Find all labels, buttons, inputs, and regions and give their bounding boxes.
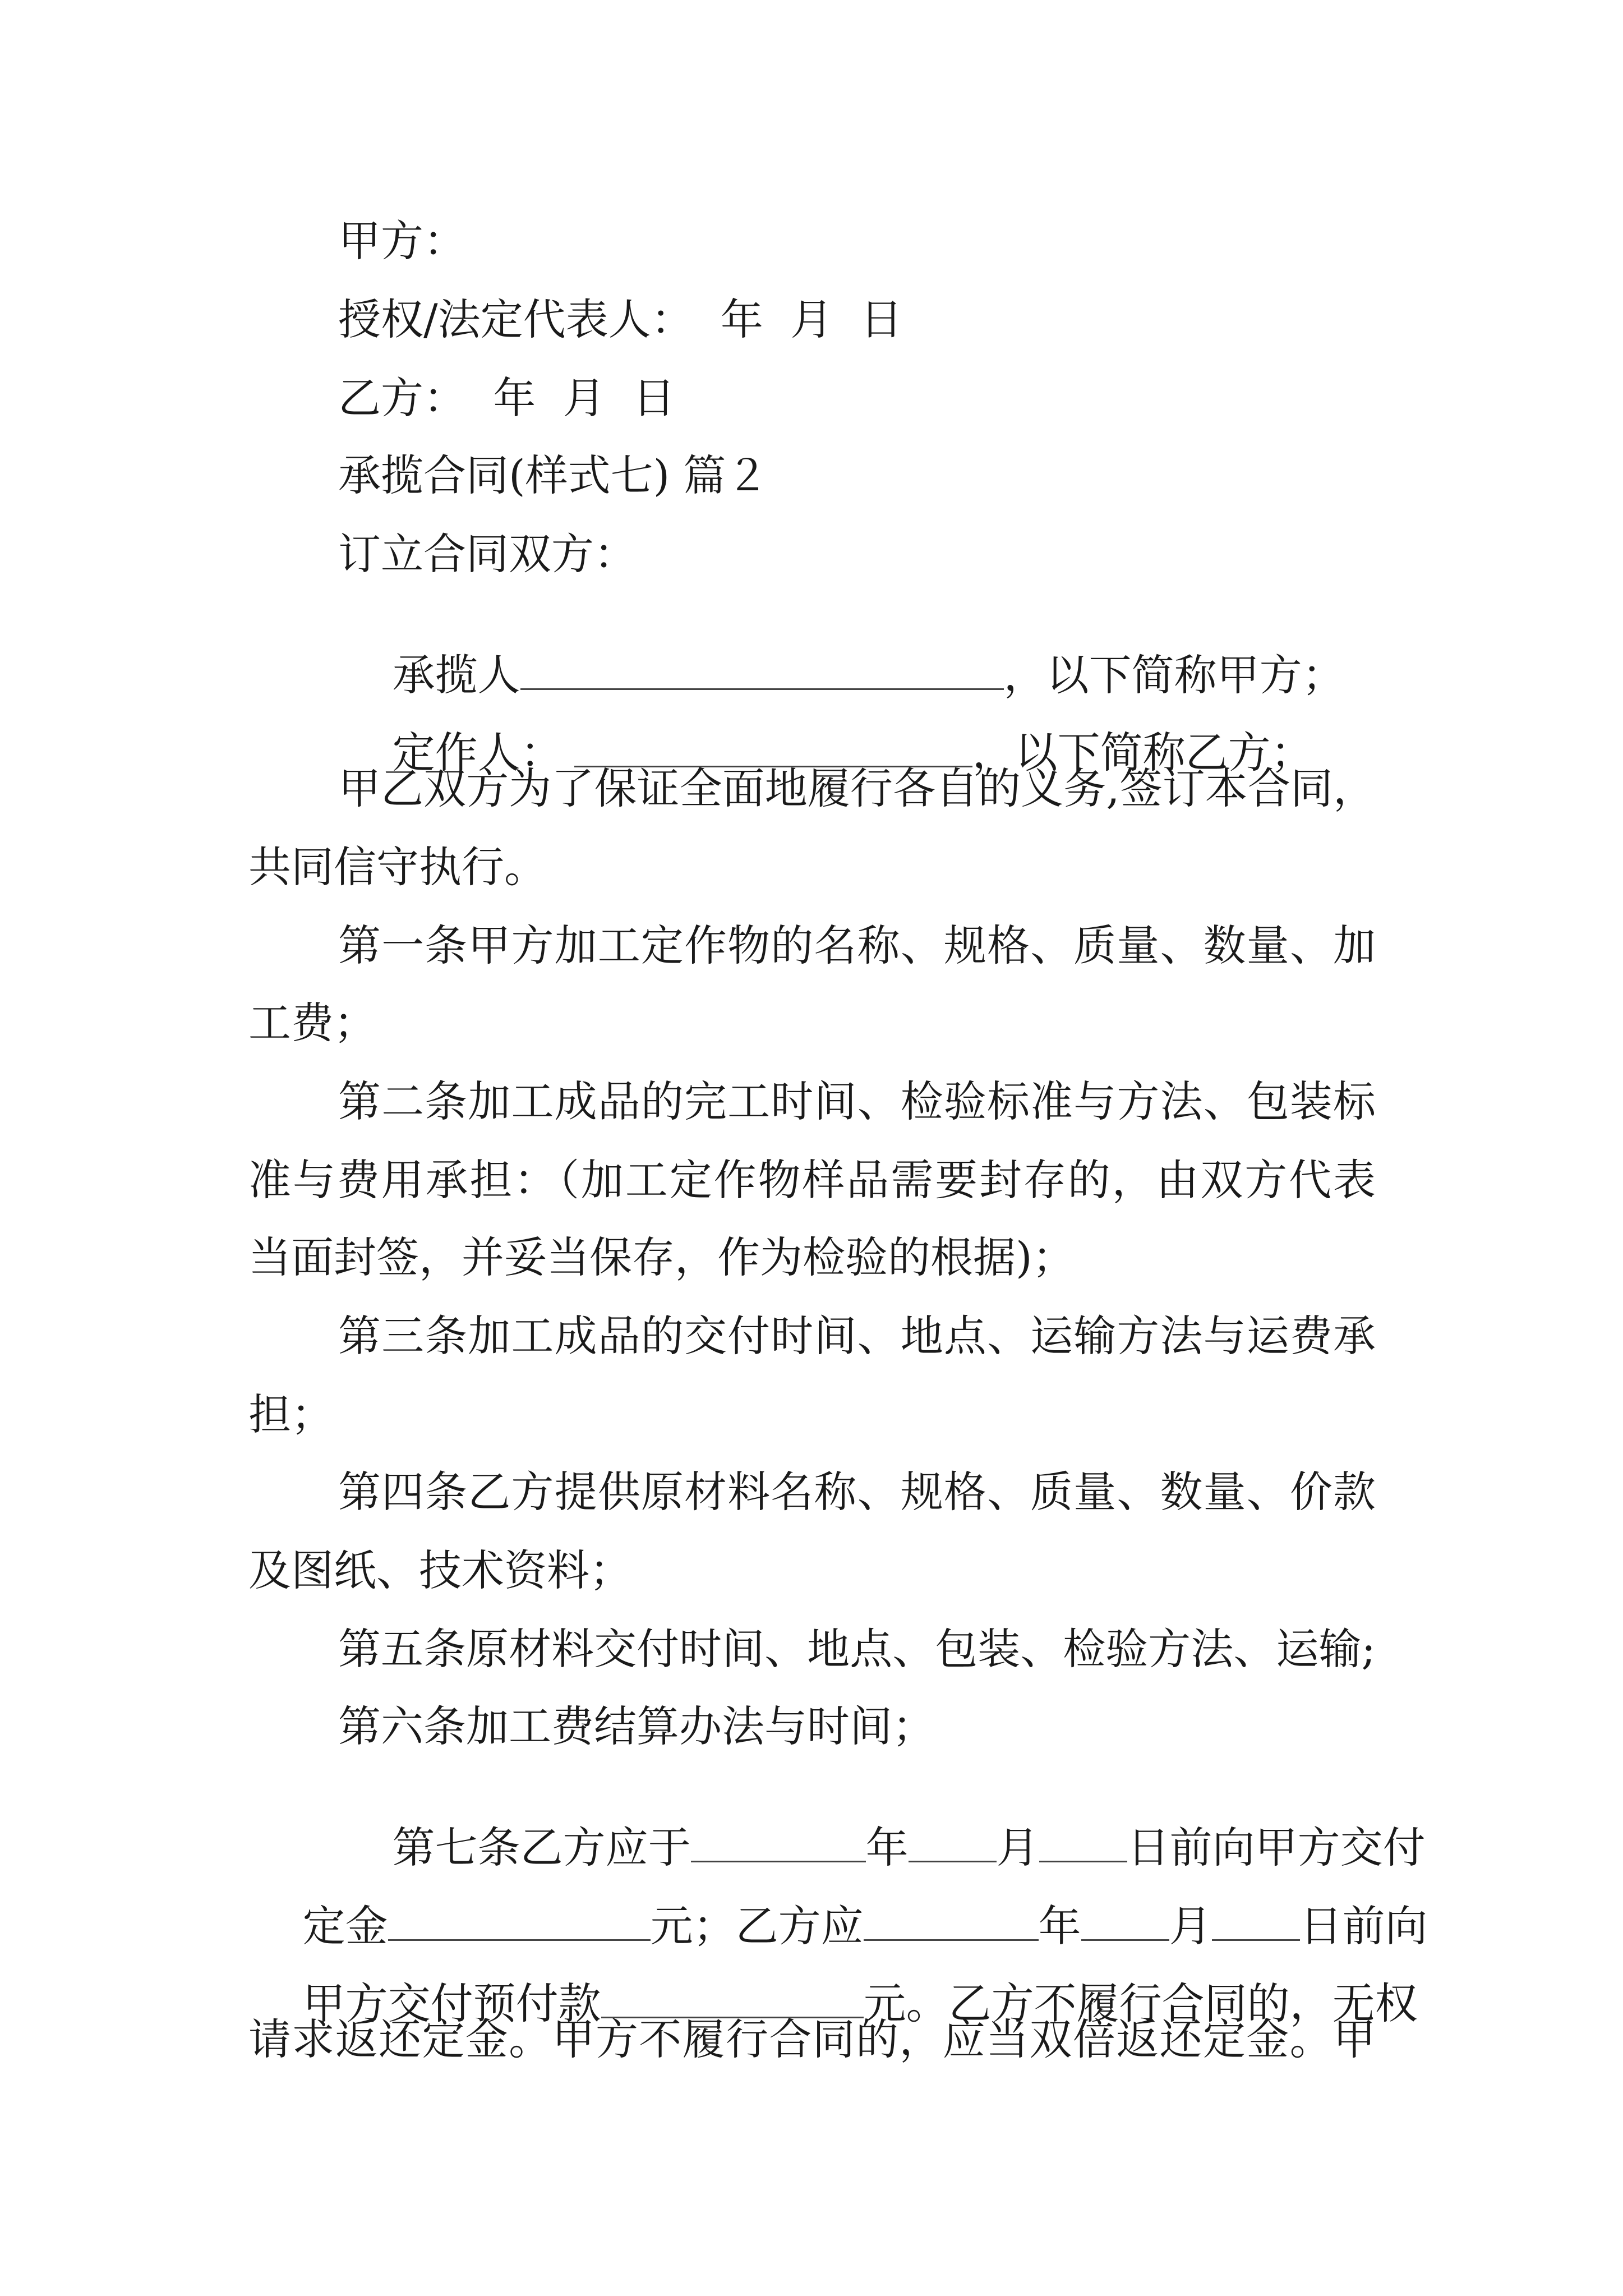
- prepay-day-blank[interactable]: [1212, 1906, 1300, 1941]
- party-a-label: 甲方：: [338, 216, 466, 266]
- deposit-label: 定金: [302, 1901, 388, 1951]
- contractor-label: 承揽人: [392, 650, 520, 700]
- orderer-label: 定作人：: [392, 728, 563, 777]
- article-1-line: 第一条甲方加工定作物的名称、规格、质量、数量、加: [338, 921, 1376, 970]
- deposit-month-blank[interactable]: [909, 1827, 997, 1862]
- article-5-line: 第五条原材料交付时间、地点、包装、检验方法、运输;: [338, 1624, 1376, 1674]
- deposit-year-blank[interactable]: [691, 1827, 866, 1862]
- year-label: 年: [1038, 1901, 1081, 1951]
- paragraph-line: 共同信守执行。: [248, 842, 547, 892]
- article-6-line: 第六条加工费结算办法与时间；: [338, 1701, 935, 1751]
- prepay-month-blank[interactable]: [1081, 1906, 1169, 1941]
- article-7-text: 元；乙方应: [650, 1901, 864, 1951]
- article-3-line: 第三条加工成品的交付时间、地点、运输方法与运费承: [338, 1311, 1376, 1361]
- deposit-day-blank[interactable]: [1039, 1827, 1127, 1862]
- article-3-line: 担；: [248, 1389, 334, 1439]
- prepayment-amount-blank[interactable]: [601, 1983, 864, 2018]
- section-title: 承揽合同(样式七) 篇２: [338, 450, 769, 500]
- article-7-line: 请求返还定金。甲方不履行合同的，应当双倍返还定金。甲: [248, 2014, 1376, 2064]
- article-7-text: 第七条乙方应于: [392, 1823, 691, 1872]
- party-b-label: 乙方： 年 月 日: [338, 373, 675, 423]
- article-2-line: 第二条加工成品的完工时间、检验标准与方法、包装标: [338, 1076, 1376, 1126]
- month-label: 月: [1169, 1901, 1212, 1951]
- prepay-year-blank[interactable]: [864, 1906, 1039, 1941]
- parties-heading: 订立合同双方：: [338, 529, 637, 579]
- prepayment-label: 甲方交付预付款: [302, 1978, 601, 2028]
- article-7-text: 日前向: [1299, 1901, 1428, 1951]
- orderer-suffix: ，以下简称乙方；: [972, 728, 1313, 777]
- article-7-text: 日前向甲方交付: [1127, 1823, 1426, 1872]
- article-4-line: 及图纸、技术资料；: [248, 1545, 632, 1595]
- contractor-suffix: ，以下简称甲方；: [1003, 650, 1345, 700]
- paragraph-line: 甲乙双方为了保证全面地履行各自的义务,签订本合同，: [338, 763, 1376, 813]
- article-1-line: 工费；: [248, 998, 376, 1048]
- contractor-blank[interactable]: [520, 655, 1004, 690]
- representative-line: 授权/法定代表人： 年 月 日: [338, 295, 903, 344]
- article-4-line: 第四条乙方提供原材料名称、规格、质量、数量、价款: [338, 1467, 1376, 1517]
- article-2-line: 准与费用承担：（加工定作物样品需要封存的，由双方代表: [248, 1155, 1376, 1205]
- article-7-text: 元。乙方不履行合同的，无权: [863, 1978, 1418, 2028]
- year-label: 年: [865, 1823, 909, 1872]
- deposit-amount-blank[interactable]: [388, 1906, 651, 1941]
- article-2-line: 当面封签，并妥当保存，作为检验的根据)；: [248, 1232, 1075, 1282]
- month-label: 月: [996, 1823, 1039, 1872]
- orderer-blank[interactable]: [574, 732, 972, 767]
